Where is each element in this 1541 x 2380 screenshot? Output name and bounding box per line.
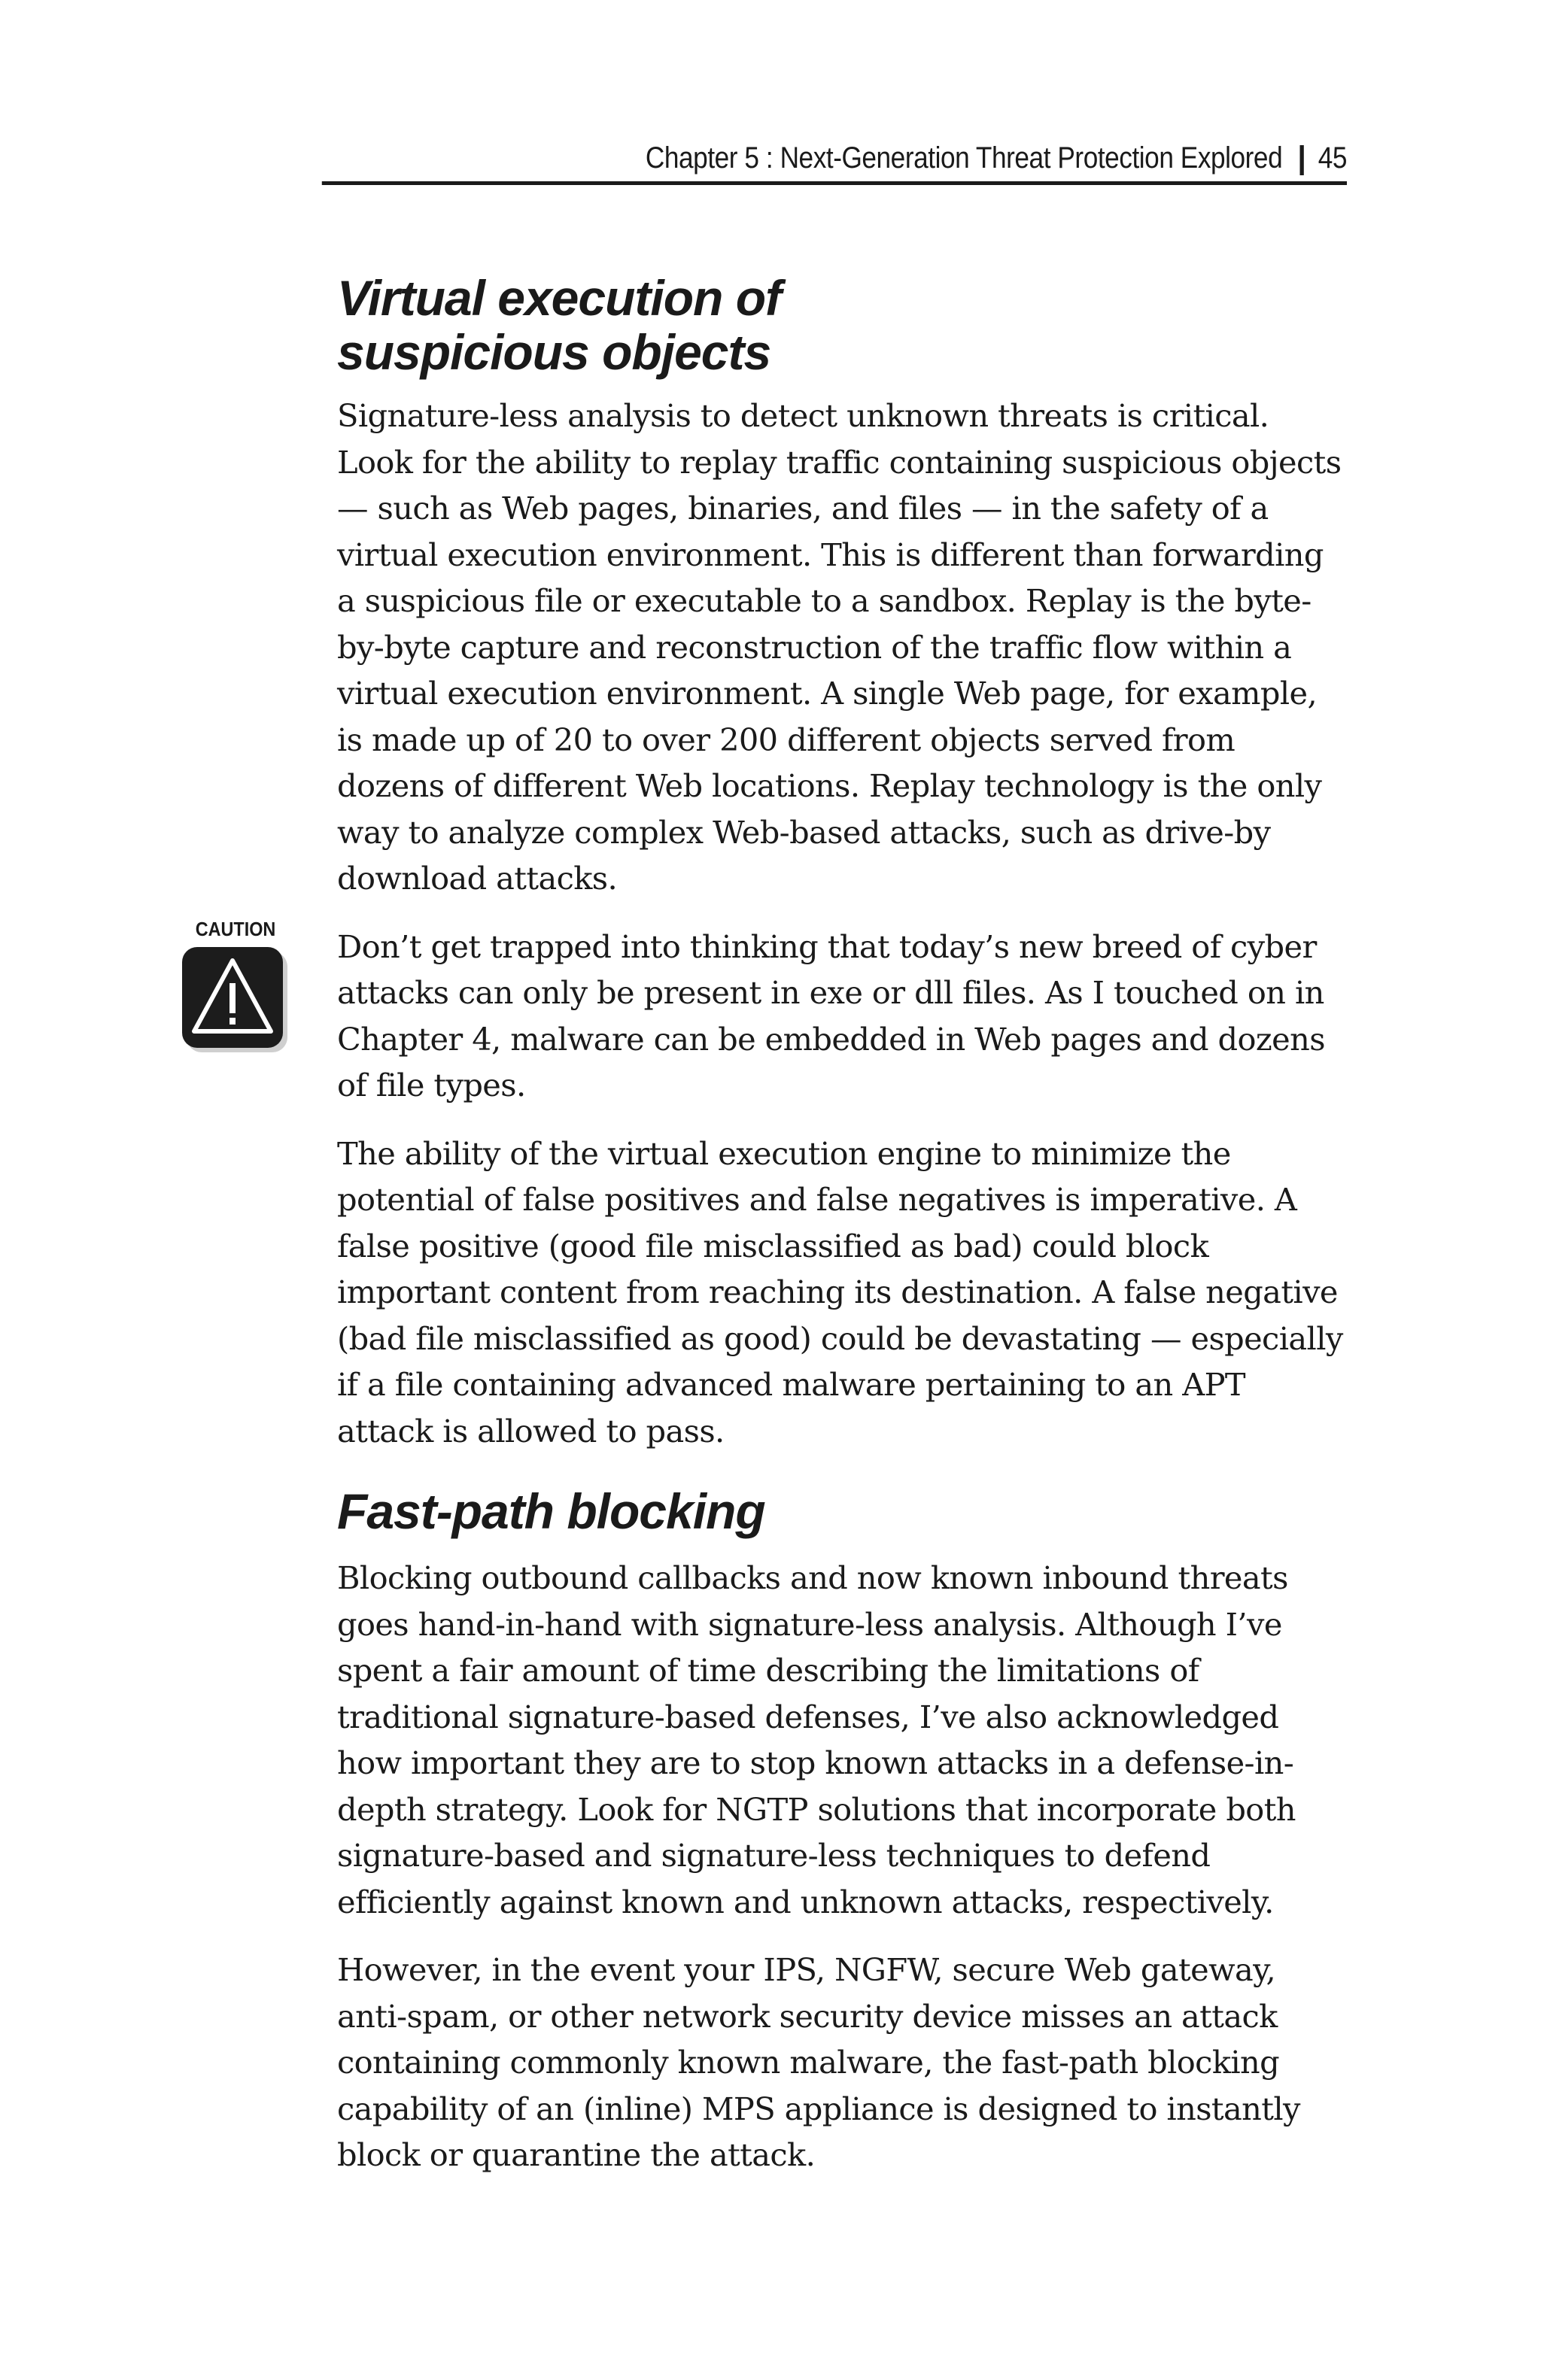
caution-label: CAUTION [195,917,276,940]
paragraph-false-positives: The ability of the virtual execution engine to minimize the potential of false positives and false negatives is imperative. A false positive (good file misclassified as bad) could block important content from reaching its destination. A false negative (bad file misclassified as good) could be devastating — especially if a file containing advanced malware pertaining to an APT attack is allowed to pass. [337,1134,1343,1450]
page-content [195,270,1345,2200]
heading-line-1: Virtual execution of [337,270,781,326]
page-number: 45 [1318,141,1347,175]
chapter-title: Chapter 5 : Next-Generation Threat Protection Explored [645,141,1283,175]
paragraph-blocking: Blocking outbound callbacks and now known inbound threats goes hand-in-hand with signature-less analysis. Although I’ve spent a fair amount of time describing the limitations of traditional signature-based defenses, I’ve also acknowledged how important they are to stop known attacks in a defense-in-depth strategy. Look for NGTP solutions that incorporate both signature-based and signature-less techniques to defend efficiently against known and unknown attacks, respectively. [337,1559,1296,1920]
running-head [322,132,1347,185]
warning-triangle-icon [179,944,292,1057]
caution-callout [195,917,1345,1109]
caution-icon [179,918,292,1057]
header-separator [1299,145,1303,175]
caution-text: Don’t get trapped into thinking that today’s new breed of cyber attacks can only be present in exe or dll files. As I touched on in Chapter 4, malware can be embedded in Web pages and dozens of file types. [337,927,1325,1103]
heading-line-2: suspicious objects [337,324,771,380]
section-heading-virtual-execution [337,271,1345,379]
section-heading-fast-path: Fast-path blocking [337,1483,765,1539]
paragraph-inline-mps: However, in the event your IPS, NGFW, secure Web gateway, anti-spam, or other network security device misses an attack containing commonly known malware, the fast-path blocking capability of an (inline) MPS appliance is designed to instantly block or quarantine the attack. [337,1951,1300,2173]
paragraph-replay: Signature-less analysis to detect unknown threats is critical. Look for the ability to replay traffic containing suspicious objects — such as Web pages, binaries, and files — in the safety of a virtual execution environment. This is different than forwarding a suspicious file or executable to a sandbox. Replay is the byte-by-byte capture and reconstruction of the traffic flow within a virtual execution environment. A single Web page, for example, is made up of 20 to over 200 different objects served from dozens of different Web locations. Replay technology is the only way to analyze complex Web-based attacks, such as drive-by download attacks. [337,397,1342,897]
